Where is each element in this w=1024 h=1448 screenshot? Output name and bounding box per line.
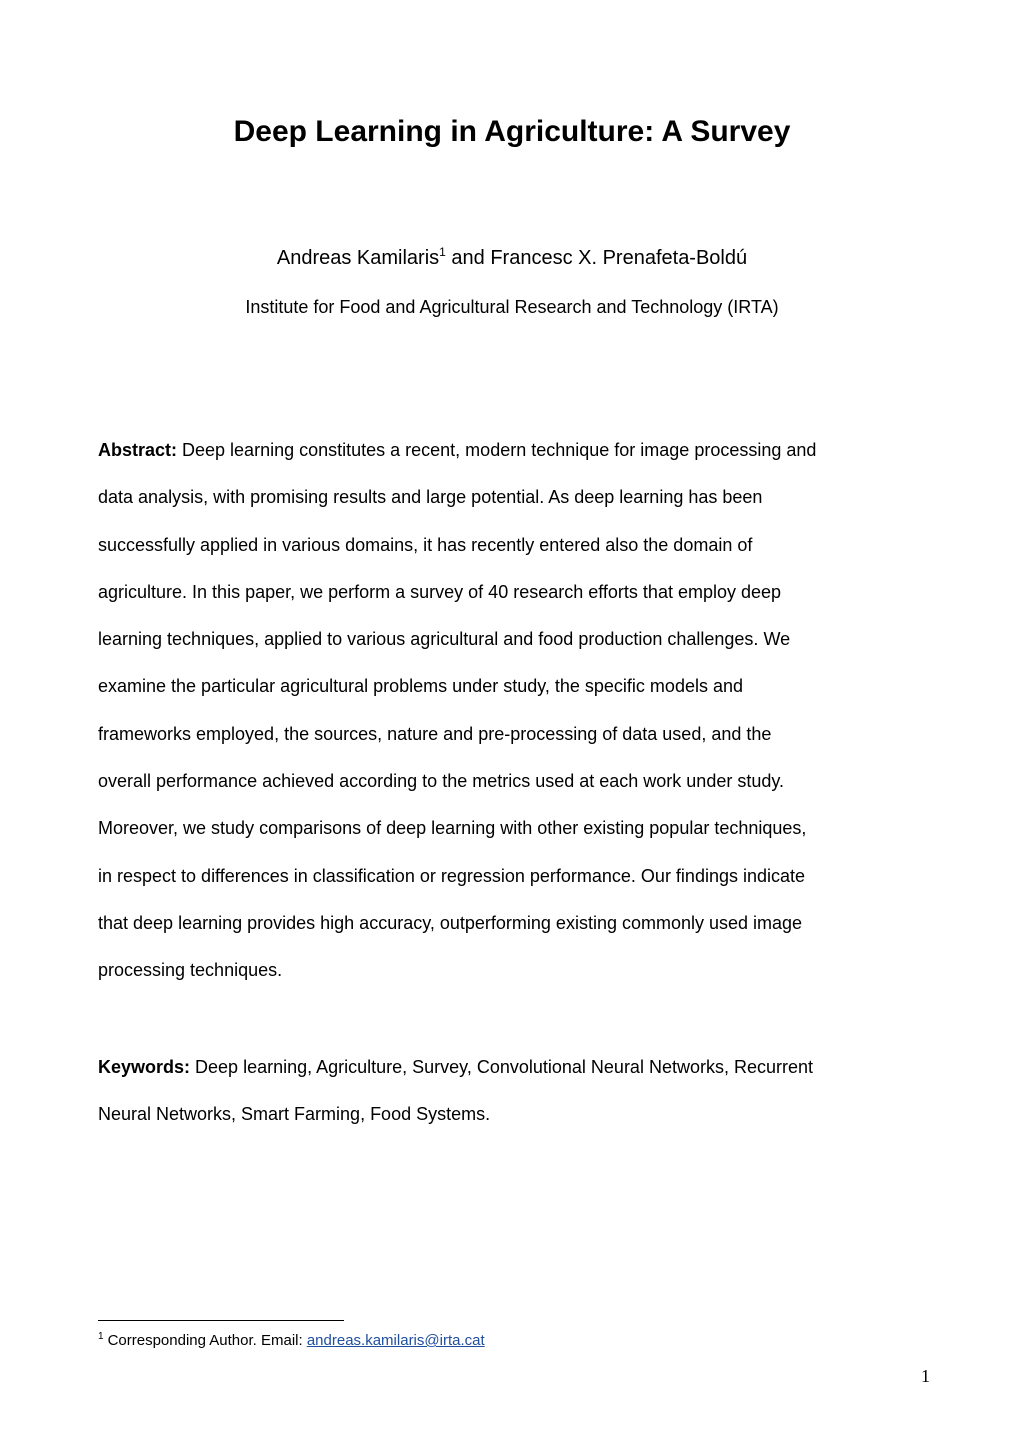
abstract-line: processing techniques. <box>98 960 283 981</box>
author-list <box>0 244 1024 274</box>
abstract-line: agriculture. In this paper, we perform a survey of 40 research efforts that employ deep <box>98 581 782 602</box>
author-footnote-marker[interactable]: 1 <box>439 245 446 259</box>
abstract-section <box>98 427 928 995</box>
abstract-line: data analysis, with promising results and large potential. As deep learning has been <box>98 487 763 508</box>
abstract-line: frameworks employed, the sources, nature and pre-processing of data used, and the <box>98 723 772 744</box>
abstract-line: examine the particular agricultural problems under study, the specific models and <box>98 676 743 697</box>
author-first: Andreas Kamilaris <box>276 247 440 269</box>
author-affiliation: Institute for Food and Agricultural Research and Technology (IRTA) <box>245 297 779 317</box>
author-rest: and Francesc X. Prenafeta-Boldú <box>445 247 748 269</box>
footnote <box>98 1330 485 1354</box>
footnote-divider <box>98 1320 344 1321</box>
keywords-line <box>98 1044 928 1091</box>
abstract-line: that deep learning provides high accuracy, outperforming existing commonly used image <box>98 912 803 933</box>
abstract-line: successfully applied in various domains, it has recently entered also the domain of <box>98 534 753 555</box>
keywords-section <box>98 1044 928 1139</box>
abstract-line: overall performance achieved according to the metrics used at each work under study. <box>98 771 785 792</box>
abstract-line: learning techniques, applied to various agricultural and food production challenges. We <box>98 629 791 650</box>
corresponding-email-link[interactable]: andreas.kamilaris@irta.cat <box>306 1332 485 1349</box>
keywords-line: Neural Networks, Smart Farming, Food Systems. <box>98 1104 491 1125</box>
footnote-marker: 1 <box>98 1331 104 1342</box>
abstract-line <box>98 427 928 474</box>
abstract-line: Moreover, we study comparisons of deep learning with other existing popular techniques, <box>98 818 807 839</box>
page-number: 1 <box>921 1366 930 1386</box>
keywords-label: Keywords: <box>98 1057 191 1077</box>
footnote-text: Corresponding Author. Email: <box>107 1332 307 1349</box>
abstract-label: Abstract: <box>98 440 178 460</box>
abstract-line: in respect to differences in classification or regression performance. Our findings indicate <box>98 865 806 886</box>
paper-title: Deep Learning in Agriculture: A Survey <box>233 115 791 148</box>
abstract-line-text: Deep learning constitutes a recent, modern technique for image processing and <box>177 440 817 460</box>
keywords-line-text: Deep learning, Agriculture, Survey, Convolutional Neural Networks, Recurrent <box>190 1057 813 1077</box>
